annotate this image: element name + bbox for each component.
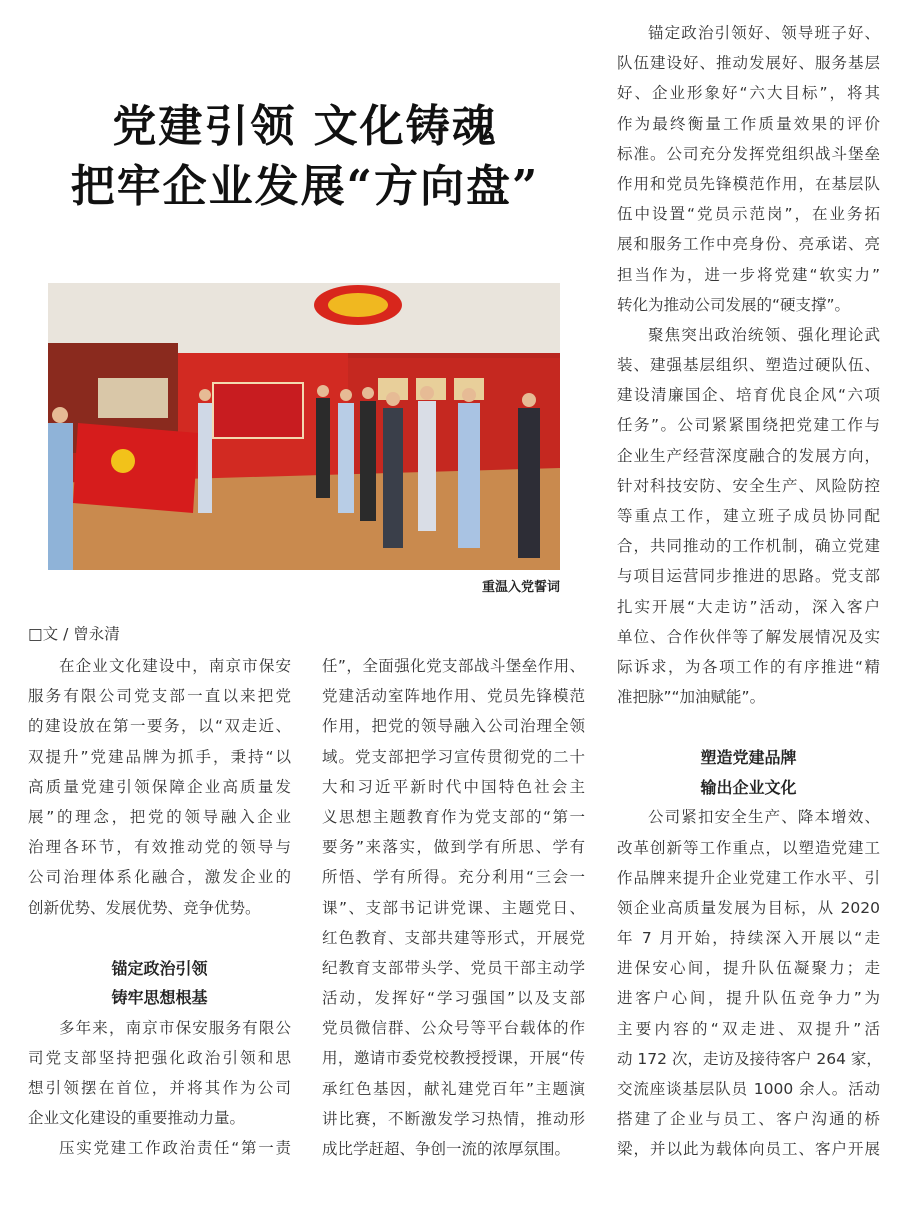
paragraph-line: 年 7 月开始，持续深入开展以“走 — [617, 929, 880, 948]
paragraph-line: 公司治理体系化融合，激发企业的 — [28, 868, 291, 887]
paragraph-line: 作为最终衡量工作质量效果的评价 — [617, 114, 880, 133]
paragraph-line: 企业生产经营深度融合的发展方向， — [617, 446, 880, 465]
paragraph-line: 装、建强基层组织、塑造过硬队伍、 — [617, 356, 880, 375]
paragraph-line: 在企业文化建设中，南京市保安 — [59, 657, 291, 675]
paragraph-line: 与项目运营同步推进的思路。党支部 — [617, 567, 880, 586]
paragraph-line: 改革创新等工作重点，以塑造党建工 — [617, 838, 880, 857]
paragraph-line: 准把脉”“加油赋能”。 — [617, 688, 766, 707]
paragraph-line: 治理各环节，有效推动党的领导与 — [28, 838, 291, 857]
paragraph-line: 服务有限公司党支部一直以来把党 — [28, 687, 291, 706]
paragraph-line: 合，共同推动的工作机制，确立党建 — [617, 537, 880, 556]
paragraph-line: 展和服务工作中亮身份、亮承诺、亮 — [617, 235, 880, 254]
paragraph-line: 交流座谈基层队员 1000 余人。活动 — [617, 1080, 880, 1098]
paragraph-line: 讲比赛，不断激发学习热情，推动形 — [322, 1109, 585, 1128]
paragraph-line: 针对科技安防、安全生产、风险防控 — [617, 476, 880, 495]
paragraph-line: 进保安心间，提升队伍凝聚力；走 — [617, 959, 880, 978]
paragraph-line: 担当作为，进一步将党建“软实力” — [617, 265, 880, 284]
paragraph-line: 际诉求，为各项工作的有序推进“精 — [617, 657, 880, 676]
paragraph-line: 域。党支部把学习宣传贯彻党的二十 — [322, 747, 585, 766]
paragraph-line: 双提升”党建品牌为抓手，秉持“以 — [28, 747, 291, 766]
paragraph-line: 扎实开展“大走访”活动，深入客户 — [617, 597, 880, 616]
section-heading: 锚定政治引领 — [111, 958, 208, 978]
paragraph-line: 聚焦突出政治统领、强化理论武 — [648, 325, 880, 344]
column-middle — [322, 651, 585, 1164]
paragraph-line: 大和习近平新时代中国特色社会主 — [322, 777, 585, 796]
paragraph-line: 领企业高质量发展为目标，从 2020 — [617, 898, 880, 917]
party-oath-photo — [48, 283, 560, 570]
paragraph-line: 课”、支部书记讲党课、主题党日、 — [322, 898, 585, 917]
paragraph-line: 公司紧扣安全生产、降本增效、 — [648, 808, 880, 827]
paragraph-line: 成比学赶超、争创一流的浓厚氛围。 — [322, 1140, 571, 1158]
paragraph-line: 所悟、学有所得。充分利用“三会一 — [322, 868, 585, 887]
headline-line-1: 党建引领 文化铸魂 — [112, 101, 498, 152]
author-byline: □文 / 曾永清 — [28, 625, 120, 643]
paragraph-line: 义思想主题教育作为党支部的“第一 — [322, 807, 585, 826]
headline-line-2: 把牢企业发展“方向盘” — [70, 161, 540, 212]
photo-caption: 重温入党誓词 — [481, 580, 560, 595]
paragraph-line: 想引领摆在首位，并将其作为公司 — [28, 1079, 291, 1098]
paragraph-line: 党建活动室阵地作用、党员先锋模范 — [322, 687, 585, 706]
paragraph-line: 承红色基因，献礼建党百年”主题演 — [322, 1079, 585, 1098]
paragraph-line: 创新优势、发展优势、竞争优势。 — [28, 898, 261, 917]
paragraph-line: 任”，全面强化党支部战斗堡垒作用、 — [322, 657, 585, 675]
paragraph-line: 活动，发挥好“学习强国”以及支部 — [322, 989, 585, 1008]
paragraph-line: 红色教育、支部共建等形式，开展党 — [322, 928, 585, 947]
paragraph-line: 主要内容的“双走进、双提升”活 — [617, 1019, 880, 1038]
column-right — [617, 18, 880, 1165]
section-heading: 铸牢思想根基 — [111, 988, 208, 1008]
paragraph-line: 企业文化建设的重要推动力量。 — [28, 1109, 246, 1128]
paragraph-line: 锚定政治引领好、领导班子好、 — [648, 24, 880, 42]
paragraph-line: 作用和党员先锋模范作用，在基层队 — [617, 174, 880, 193]
paragraph-line: 高质量党建引领保障企业高质量发 — [28, 777, 291, 796]
paragraph-line: 好、企业形象好“六大目标”，将其 — [617, 84, 880, 103]
paragraph-line: 任务”。公司紧紧围绕把党建工作与 — [617, 416, 880, 435]
paragraph-line: 的建设放在第一要务，以“双走近、 — [28, 717, 291, 736]
paragraph-line: 搭建了企业与员工、客户沟通的桥 — [617, 1110, 880, 1129]
paragraph-line: 动 172 次，走访及接待客户 264 家， — [617, 1049, 882, 1068]
paragraph-line: 司党支部坚持把强化政治引领和思 — [28, 1048, 291, 1067]
paragraph-line: 作品牌来提升企业党建工作水平、引 — [617, 868, 880, 887]
paragraph-line: 要务”来落实，做到学有所思、学有 — [322, 838, 585, 857]
paragraph-line: 展”的理念，把党的领导融入企业 — [28, 807, 291, 826]
paragraph-line: 用，邀请市委党校教授授课，开展“传 — [322, 1049, 585, 1068]
paragraph-line: 梁，并以此为载体向员工、客户开展 — [617, 1140, 880, 1159]
paragraph-line: 标准。公司充分发挥党组织战斗堡垒 — [617, 144, 880, 163]
paragraph-line: 纪教育支部带头学、党员干部主动学 — [322, 958, 585, 977]
paragraph-line: 作用，把党的领导融入公司治理全领 — [322, 717, 585, 736]
paragraph-line: 单位、合作伙伴等了解发展情况及实 — [617, 627, 880, 646]
column-left — [28, 619, 291, 1164]
paragraph-line: 党员微信群、公众号等平台载体的作 — [322, 1019, 585, 1038]
paragraph-line: 队伍建设好、推动发展好、服务基层 — [617, 54, 880, 73]
paragraph-line: 进客户心间，提升队伍竞争力”为 — [617, 989, 880, 1008]
paragraph-line: 压实党建工作政治责任“第一责 — [59, 1139, 291, 1158]
paragraph-line: 建设清廉国企、培育优良企风“六项 — [617, 386, 880, 405]
paragraph-line: 伍中设置“党员示范岗”，在业务拓 — [617, 205, 880, 224]
paragraph-line: 多年来，南京市保安服务有限公 — [59, 1018, 291, 1037]
section-heading: 塑造党建品牌 — [700, 748, 797, 768]
paragraph-line: 等重点工作，建立班子成员协同配 — [617, 507, 880, 525]
section-heading: 输出企业文化 — [700, 777, 797, 797]
paragraph-line: 转化为推动公司发展的“硬支撑”。 — [617, 295, 851, 314]
